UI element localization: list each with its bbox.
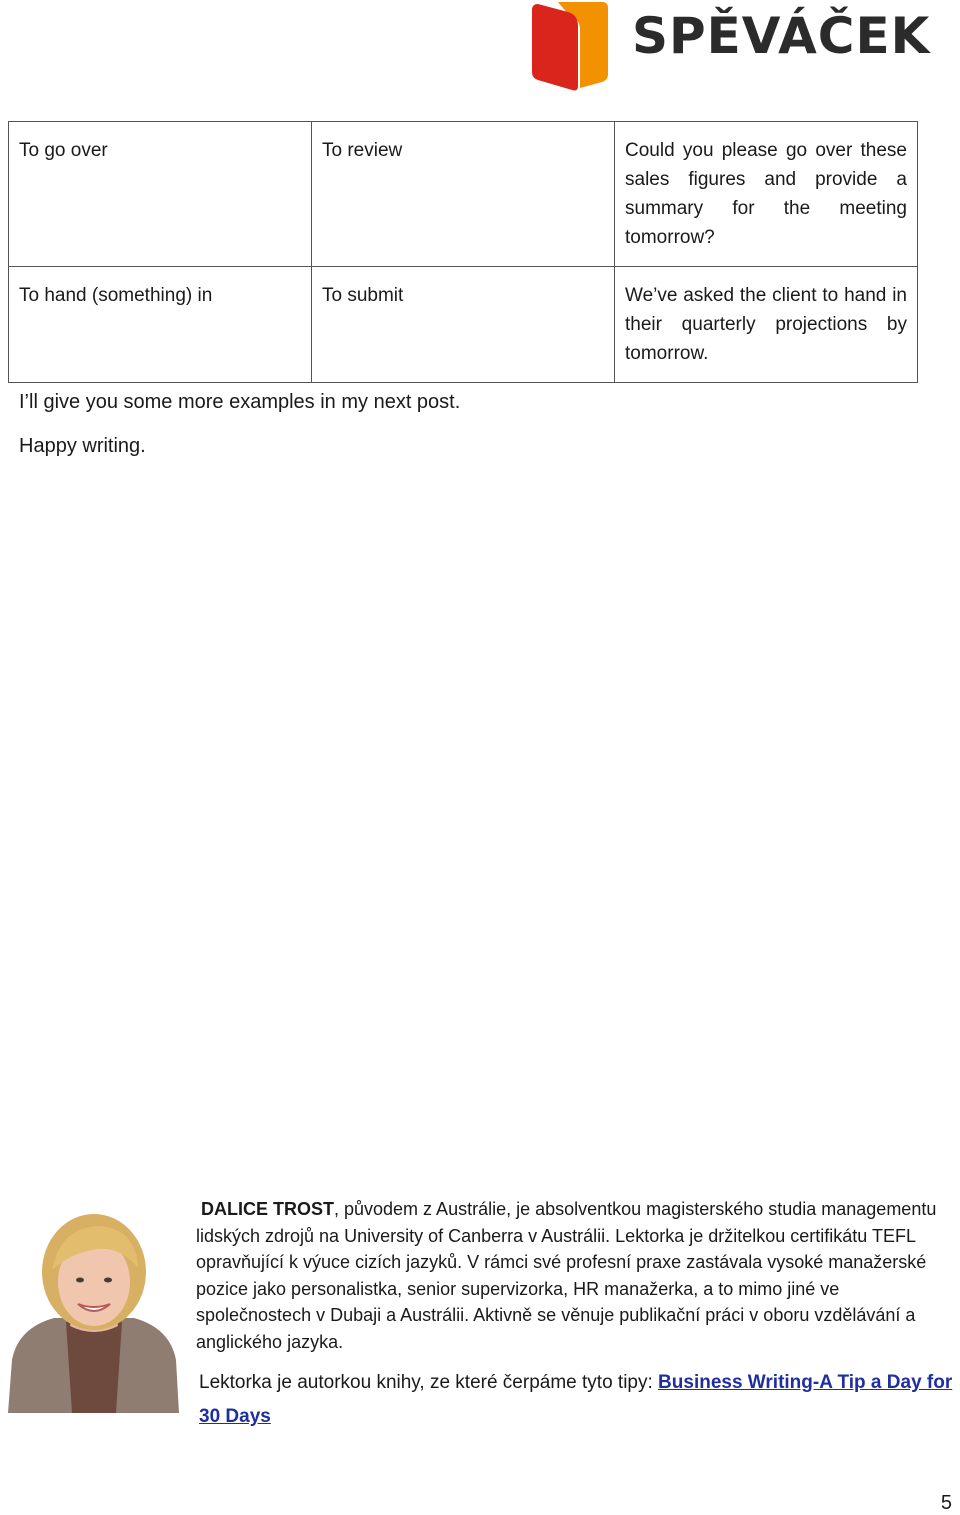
synonym-cell: [312, 122, 615, 267]
author-bio-text: , původem z Austrálie, je absolventkou magisterského studia managementu lidských zdrojů na University of Canberra v Austrálii. Lektorka je držitelkou certifikátu TEFL opravňující k výuce cizích jazyků. V rámci své profesní praxe zastávala vysoké manažerské pozice jako personalistka, senior supervizorka, HR manažerka, a to mimo jiné ve společnostech v Dubaji a Austrálii. Aktivně se věnuje publikační práci v oboru vzdělávání a anglického jazyka.: [196, 1199, 937, 1352]
table-row: [9, 122, 918, 267]
closing-line: I’ll give you some more examples in my next post.: [19, 391, 461, 413]
book-intro: Lektorka je autorkou knihy, ze které čerpáme tyto tipy:: [199, 1372, 659, 1393]
example-cell: [615, 122, 918, 267]
book-link[interactable]: Business Writing-A Tip a Day for 30 Days: [199, 1372, 953, 1427]
author-name: DALICE TROST: [201, 1199, 334, 1219]
table-row: [9, 267, 918, 383]
synonym-text: To submit: [322, 285, 404, 306]
example-cell: [615, 267, 918, 383]
book-reference: [199, 1366, 959, 1434]
sign-off: Happy writing.: [19, 435, 146, 457]
term-cell: [9, 122, 312, 267]
term-text: To hand (something) in: [19, 285, 213, 306]
term-cell: [9, 267, 312, 383]
example-text: Could you please go over these sales figures and provide a summary for the meeting tomorrow?: [625, 140, 907, 248]
brand-logo: [528, 0, 952, 96]
brand-name: SPĚVÁČEK: [632, 7, 931, 65]
synonym-cell: [312, 267, 615, 383]
example-text: We’ve asked the client to hand in their quarterly projections by tomorrow.: [625, 285, 907, 364]
term-text: To go over: [19, 140, 108, 161]
author-bio: [196, 1196, 956, 1356]
page-number: 5: [940, 1492, 952, 1514]
phrasal-verb-table: [8, 121, 918, 383]
synonym-text: To review: [322, 140, 403, 161]
spevacek-logo-icon: [528, 0, 610, 96]
author-photo: [8, 1210, 179, 1413]
